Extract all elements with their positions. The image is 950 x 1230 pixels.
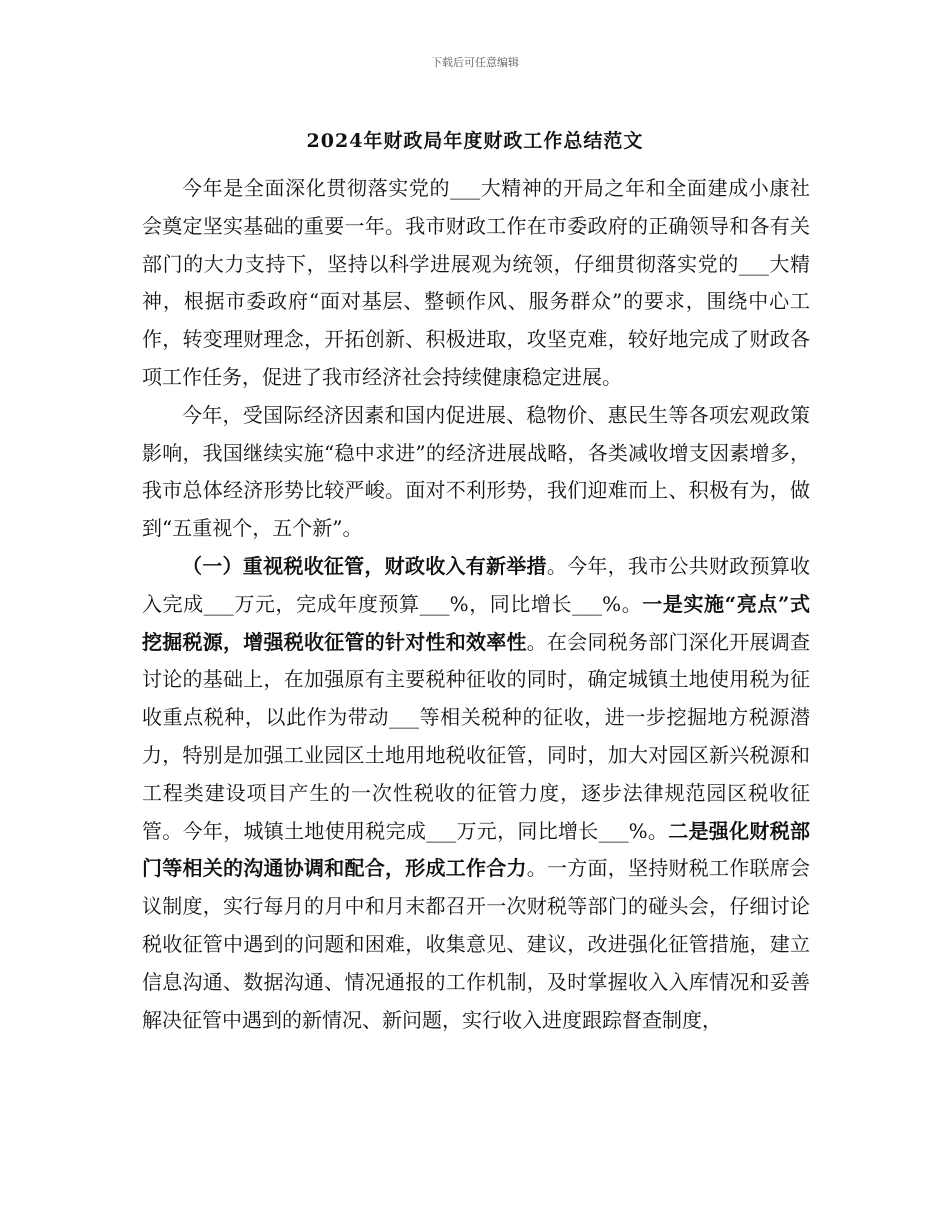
header-note: 下载后可任意编辑 — [431, 56, 519, 69]
paragraph-context: 今年，受国际经济因素和国内促进展、稳物价、惠民生等各项宏观政策影响，我国继续实施“稳中求进”的经济进展战略，各类减收增支因素增多，我市总体经济形势比较严峻。面对不利形势，我们迎难而上、积极有为，做到“五重视个，五个新”。 — [142, 402, 810, 541]
section-heading: （一）重视税收征管，财政收入有新举措 — [182, 553, 547, 578]
document-body — [142, 170, 810, 1039]
section-point-2: 二是强化财税部门等相关的沟通协调和配合，形成工作合力 — [142, 818, 811, 881]
section-text-2: 。在会同税务部门深化开展调查讨论的基础上，在加强原有主要税种征收的同时，确定城镇土地使用税为征收重点税种，以此作为带动___等相关税种的征收，进一步挖掘地方税源潜力，特别是加强工业园区土地用地税收征管，同时，加大对园区新兴税源和工程类建设项目产生的一次性税收的征管力度，逐步法律规范园区税收征管。今年，城镇土地使用税完成___万元，同比增长___%。 — [142, 629, 810, 843]
document-title: 2024年财政局年度财政工作总结范文 — [306, 130, 644, 152]
paragraph-intro: 今年是全面深化贯彻落实党的___大精神的开局之年和全面建成小康社会奠定坚实基础的重要一年。我市财政工作在市委政府的正确领导和各有关部门的大力支持下，坚持以科学进展观为统领，仔细贯彻落实党的___大精神，根据市委政府“面对基层、整顿作风、服务群众”的要求，围绕中心工作，转变理财理念，开拓创新、积极进取，攻坚克难，较好地完成了财政各项工作任务，促进了我市经济社会持续健康稳定进展。 — [142, 176, 810, 389]
section-text-3: 。一方面，坚持财税工作联席会议制度，实行每月的月中和月末都召开一次财税等部门的碰头会，仔细讨论税收征管中遇到的问题和困难，收集意见、建议，改进强化征管措施，建立信息沟通、数据沟通、情况通报的工作机制，及时掌握收入入库情况和妥善解决征管中遇到的新情况、新问题，实行收入进度跟踪督查制度， — [142, 856, 810, 1032]
section-point-1: 一是实施“亮点”式挖掘税源，增强税收征管的针对性和效率性 — [142, 591, 810, 654]
section-text-1: 。今年，我市公共财政预算收入完成___万元，完成年度预算___%，同比增长___%。 — [142, 553, 811, 616]
paragraph-section-1 — [142, 548, 810, 1039]
